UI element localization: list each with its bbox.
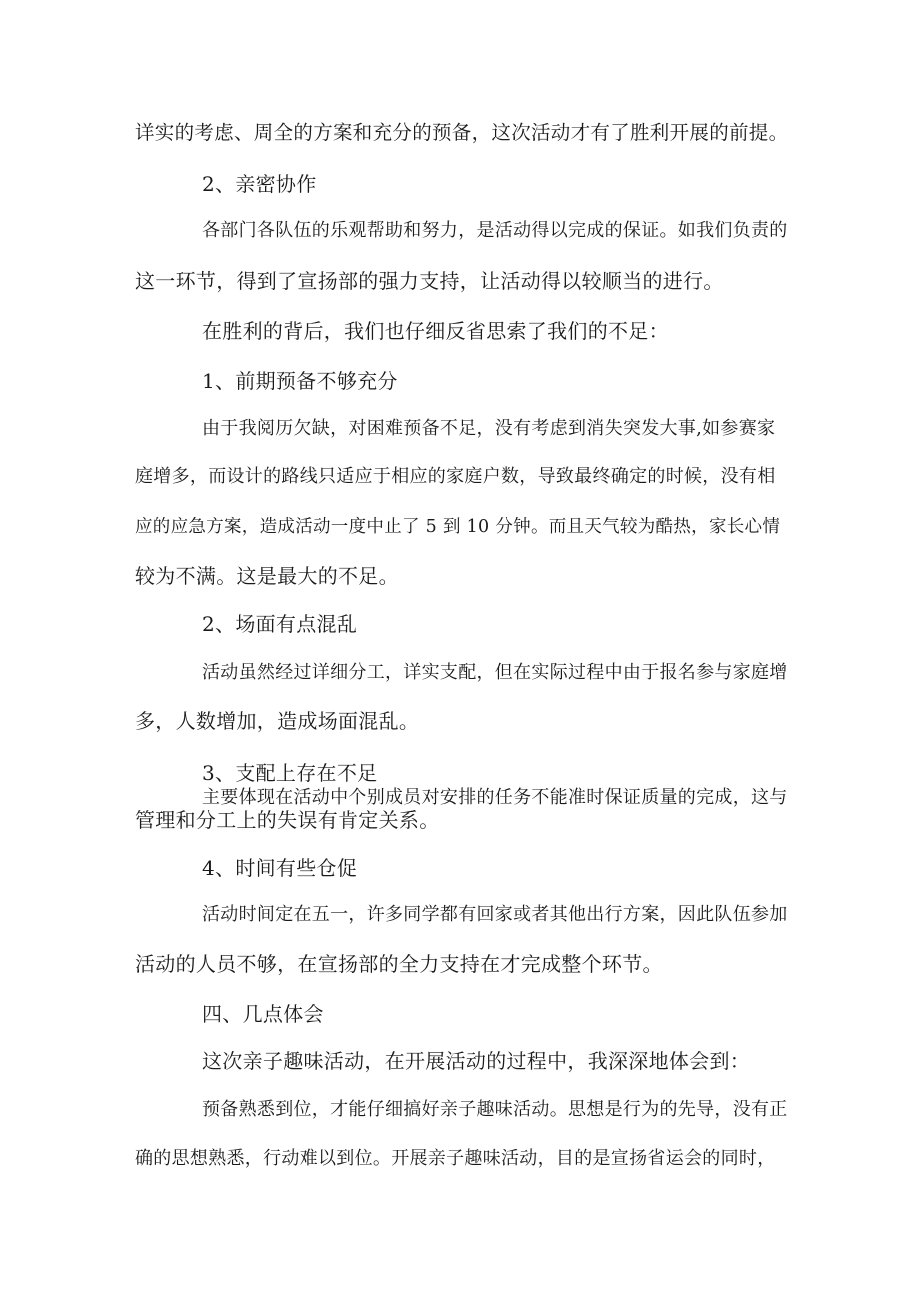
paragraph-line: 活动的人员不够，在宣扬部的全力支持在才完成整个环节。 — [135, 952, 663, 976]
section-heading: 四、几点体会 — [202, 1002, 324, 1026]
paragraph-line: 确的思想熟悉，行动难以到位。开展亲子趣味活动，目的是宣扬省运会的同时， — [135, 1148, 776, 1169]
paragraph-line: 详实的考虑、周全的方案和充分的预备，这次活动才有了胜利开展的前提。 — [135, 121, 789, 144]
paragraph-line: 管理和分工上的失误有肯定关系。 — [135, 808, 440, 832]
section-heading: 4、时间有些仓促 — [202, 856, 358, 880]
paragraph-line: 应的应急方案，造成活动一度中止了 5 到 10 分钟。而且天气较为酷热，家长心情 — [135, 517, 781, 537]
paragraph-line: 各部门各队伍的乐观帮助和努力，是活动得以完成的保证。如我们负责的 — [202, 220, 788, 241]
paragraph-line: 活动虽然经过详细分工，详实支配，但在实际过程中由于报名参与家庭增 — [202, 662, 788, 683]
section-heading: 2、亲密协作 — [202, 172, 317, 196]
paragraph-line: 活动时间定在五一，许多同学都有回家或者其他出行方案，因此队伍参加 — [202, 904, 788, 925]
paragraph-line: 多，人数增加，造成场面混乱。 — [135, 709, 420, 733]
section-heading: 3、支配上存在不足 — [202, 761, 378, 785]
section-heading: 1、前期预备不够充分 — [202, 369, 398, 393]
paragraph-line: 这一环节，得到了宣扬部的强力支持，让活动得以较顺当的进行。 — [135, 269, 724, 293]
paragraph-line: 这次亲子趣味活动，在开展活动的过程中，我深深地体会到： — [202, 1049, 751, 1073]
paragraph-line: 主要体现在活动中个别成员对安排的任务不能准时保证质量的完成，这与 — [202, 787, 788, 808]
paragraph-line: 由于我阅历欠缺，对困难预备不足，没有考虑到消失突发大事,如参赛家 — [202, 418, 776, 439]
paragraph-line: 预备熟悉到位，才能仔细搞好亲子趣味活动。思想是行为的先导，没有正 — [202, 1099, 788, 1120]
paragraph-line: 在胜利的背后，我们也仔细反省思索了我们的不足： — [202, 319, 669, 343]
section-heading: 2、场面有点混乱 — [202, 612, 358, 636]
paragraph-line: 庭增多，而设计的路线只适应于相应的家庭户数，导致最终确定的时候，没有相 — [135, 466, 776, 487]
paragraph-line: 较为不满。这是最大的不足。 — [135, 564, 399, 588]
